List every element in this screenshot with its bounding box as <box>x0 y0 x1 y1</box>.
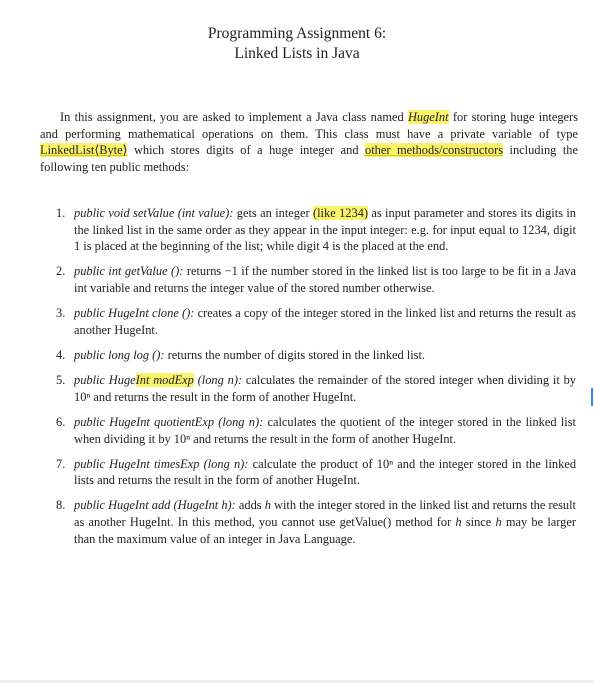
item-number: 3. <box>56 306 66 321</box>
method-signature: public int getValue (): <box>74 264 184 279</box>
method-description: creates a copy of the integer stored in the linked list and returns the result as another HugeInt. <box>74 306 576 337</box>
method-description: gets an integer <box>233 206 313 220</box>
method-item <box>56 347 576 364</box>
method-signature: public void setValue (int value): <box>74 206 234 220</box>
assignment-subtitle: Linked Lists in Java <box>234 45 360 62</box>
method-description: calculate the product of 10ⁿ and the integer stored in the linked lists and returns the result in the form of another HugeInt. <box>74 456 577 488</box>
method-description: as input parameter and stores its digits in the linked list in the same order as they appear in the input integer: e.g. for input equal to 1234, digit 1 is placed at the beginning of the list; while digit 4 is the placed at the end. <box>74 206 577 254</box>
intro-text: In this assignment, you are asked to implement a Java class named <box>60 110 408 124</box>
variable-h: h <box>495 515 502 530</box>
method-signature: public long log (): <box>74 347 165 362</box>
assignment-title: Programming Assignment 6: <box>207 25 387 42</box>
item-number: 4. <box>56 347 66 362</box>
intro-paragraph <box>40 109 578 175</box>
method-item <box>56 205 576 255</box>
variable-h: h <box>455 515 462 530</box>
intro-text: for storing huge integers and performing mathematical operations on them. This class must have a private variable of type <box>40 110 578 141</box>
method-item <box>56 414 576 447</box>
item-number: 5. <box>56 373 66 388</box>
item-number: 8. <box>56 498 66 513</box>
method-description: adds <box>235 498 265 513</box>
method-item <box>56 372 576 405</box>
highlight-other-methods: other methods/constructors <box>365 143 504 158</box>
method-description: returns the number of digits stored in the linked list. <box>164 347 426 362</box>
item-number: 6. <box>56 414 66 429</box>
highlight-example: (like 1234) <box>312 206 368 220</box>
method-description: may be larger than the maximum value of an integer in Java Language. <box>74 515 576 546</box>
item-number: 2. <box>56 264 66 279</box>
scroll-position-marker[interactable] <box>591 388 593 406</box>
method-signature: public HugeInt timesExp (long n): <box>74 456 249 471</box>
method-signature: public HugeInt clone (): <box>74 306 195 321</box>
method-item <box>56 305 576 338</box>
method-description: calculates the quotient of the integer stored in the linked list when dividing it by 10ⁿ and returns the result in the form of another HugeInt. <box>74 414 576 446</box>
method-description: since <box>461 515 496 530</box>
method-description: with the integer stored in the linked list and returns the result as another HugeInt. In this method, you cannot use getValue() method for <box>74 498 576 530</box>
method-description: returns −1 if the number stored in the linked list is too large to be fit in a Java int variable and returns the integer value of the stored number otherwise. <box>74 264 577 295</box>
method-item <box>56 456 576 489</box>
intro-text: which stores digits of a huge integer and <box>127 143 366 158</box>
method-item <box>56 497 576 547</box>
highlight-classname: HugeInt <box>407 110 449 124</box>
variable-h: h <box>264 498 271 513</box>
intro-text: including the following ten public methods: <box>40 143 578 174</box>
item-number: 7. <box>56 456 66 471</box>
method-signature: public HugeInt add (HugeInt h): <box>74 498 236 513</box>
method-signature: public HugeInt quotientExp (long n): <box>74 414 264 429</box>
highlight-signature: Int modExp <box>135 373 194 388</box>
method-signature: (long n): <box>193 373 243 388</box>
highlight-linkedlist: LinkedList⟨Byte⟩ <box>40 143 128 158</box>
method-signature: public Huge <box>74 373 136 388</box>
item-number: 1. <box>56 206 66 220</box>
method-item <box>56 263 576 296</box>
methods-list <box>56 205 576 556</box>
method-description: calculates the remainder of the stored integer when dividing it by 10ⁿ and returns the result in the form of another HugeInt. <box>74 373 576 404</box>
